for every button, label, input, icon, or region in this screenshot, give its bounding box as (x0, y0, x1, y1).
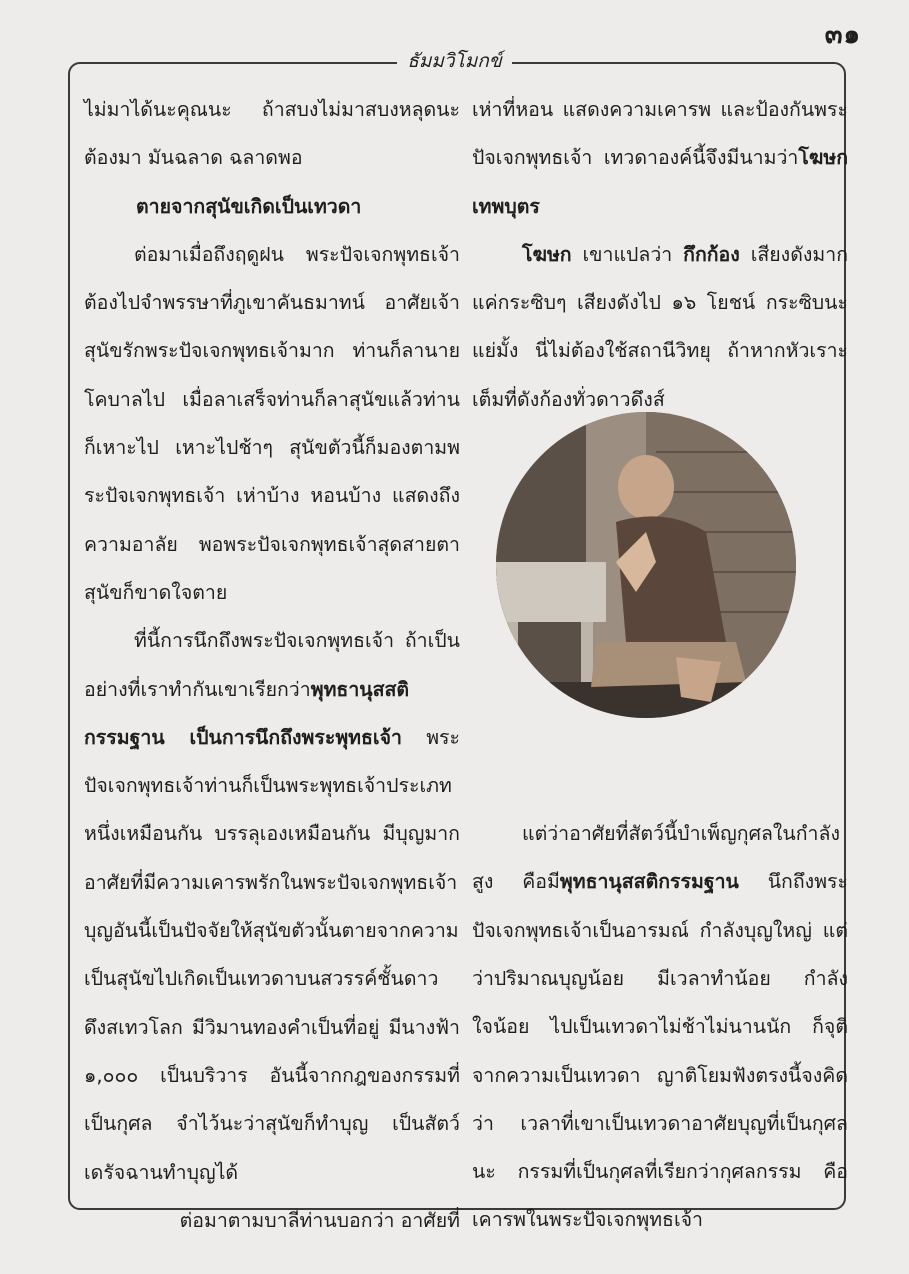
text-span: ที่นี้การนึกถึงพระปัจเจกพุทธเจ้า ถ้าเป็นอย่างที่เราทำกันเขาเรียกว่า (84, 629, 460, 701)
photo-container (496, 412, 796, 718)
text-span: เสียงดังมาก แค่กระซิบๆ เสียงดังไป ๑๖ โยชน์ กระซิบนะ แย่มั้ง นี่ไม่ต้องใช้สถานีวิทยุ ถ้าหากหัวเราะเต็มที่ดังก้องทั่วดาวดึงส์ (472, 242, 848, 411)
monk-praying-photo (496, 412, 796, 718)
text-span: เห่าที่หอน แสดงความเคารพ และป้องกันพระปัจเจกพุทธเจ้า เทวดาองค์นี้จึงมีนามว่า (472, 98, 848, 170)
text-span: นึกถึงพระปัจเจกพุทธเจ้าเป็นอารมณ์ กำลังบุญใหญ่ แต่ว่าปริมาณบุญน้อย มีเวลาทำน้อย กำลังใจน้อย ไปเป็นเทวดาไม่ช้าไม่นานนัก ก็จุติจากความเป็นเทวดา ญาติโยมฟังตรงนี้จงคิดว่า เวลาที่เขาเป็นเทวดาอาศัยบุญที่เป็นกุศลนะ กรรมที่เป็นกุศลที่เรียกว่ากุศลกรรม คือเคารพในพระปัจเจกพุทธเจ้า (472, 870, 848, 1232)
running-head (0, 46, 909, 76)
page-number: ๓๑ (824, 20, 861, 50)
section-heading: ตายจากสุนัขเกิดเป็นเทวดา (136, 194, 362, 218)
bold-term: กึกก้อง (683, 242, 740, 266)
text-span: แต่ว่าอาศัยที่สัตว์นี้บำเพ็ญกุศลในกำลังสูง คือมี (472, 822, 840, 894)
paragraph (472, 810, 848, 1245)
paragraph (472, 231, 848, 424)
bold-term: โฆษก (522, 242, 572, 266)
paragraph (84, 617, 460, 1197)
bold-term: พุทธานุสสติกรรมฐาน เป็นการนึกถึงพระพุทธเจ้า (84, 677, 410, 749)
paragraph: ต่อมาเมื่อถึงฤดูฝน พระปัจเจกพุทธเจ้าต้องไปจำพรรษาที่ภูเขาคันธมาทน์ อาศัยเจ้าสุนัขรักพระปัจเจกพุทธเจ้ามาก ท่านก็ลานายโคบาลไป เมื่อลาเสร็จท่านก็ลาสุนัขแล้วท่านก็เหาะไป เหาะไปช้าๆ สุนัขตัวนี้ก็มองตามพระปัจเจกพุทธเจ้า เห่าบ้าง หอนบ้าง แสดงถึงความอาลัย พอพระปัจเจกพุทธเจ้าสุดสายตา สุนัขก็ขาดใจตาย (84, 242, 460, 604)
bold-term: พุทธานุสสติกรรมฐาน (559, 870, 739, 894)
paragraph: ไม่มาได้นะคุณนะ ถ้าสบงไม่มาสบงหลุดนะ ต้องมา มันฉลาด ฉลาดพอ (84, 98, 460, 170)
left-column (84, 86, 460, 1245)
bold-term: โฆษกเทพบุตร (472, 146, 848, 218)
paragraph: ต่อมาตามบาลีท่านบอกว่า อาศัยที่ (179, 1208, 460, 1232)
text-span: เขาแปลว่า (571, 242, 684, 266)
photo-illustration (496, 412, 796, 718)
text-span: พระปัจเจกพุทธเจ้าท่านก็เป็นพระพุทธเจ้าประเภทหนึ่งเหมือนกัน บรรลุเองเหมือนกัน มีบุญมาก อาศัยที่มีความเคารพรักในพระปัจเจกพุทธเจ้า บุญอันนี้เป็นปัจจัยให้สุนัขตัวนั้นตายจากความเป็นสุนัขไปเกิดเป็นเทวดาบนสวรรค์ชั้นดาวดึงสเทวโลก มีวิมานทองคำเป็นที่อยู่ มีนางฟ้า ๑,๐๐๐ เป็นบริวาร อันนี้จากกฎของกรรมที่เป็นกุศล จำไว้นะว่าสุนัขก็ทำบุญ เป็นสัตว์เดรัจฉานทำบุญได้ (84, 725, 460, 1184)
running-head-text: ธัมมวิโมกข์ (397, 50, 512, 72)
paragraph (472, 86, 848, 231)
